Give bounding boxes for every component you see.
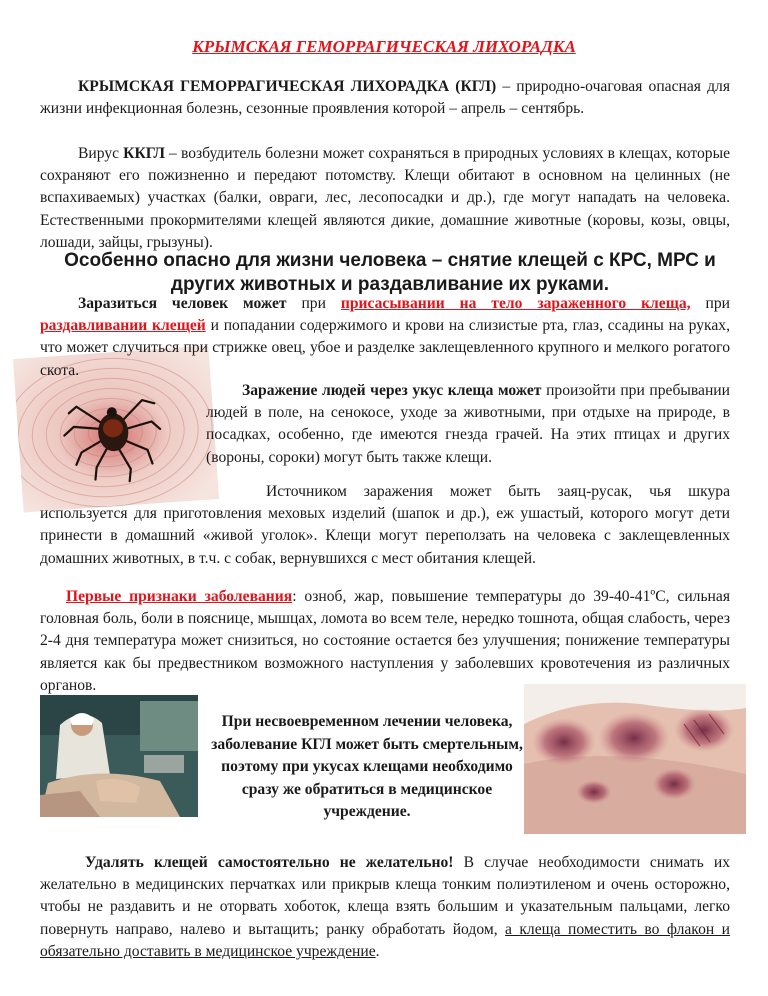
warning-text: При несвоевременном лечении человека, заболевание КГЛ может быть смертельным, поэтому при укусах клещами необходимо сразу же обратиться в медицинское учреждение.	[211, 713, 523, 820]
source-paragraph	[40, 481, 730, 570]
virus-pre: Вирус	[78, 145, 124, 162]
source-text: Источником заражения может быть заяц-русак, чья шкура используется для приготовления меховых изделий (шапок и др.), еж ушастый, которого могут дети принести в домашний «живой уголок». Клещи могут переползать на человека с заклещевленных домашних животных, в т.ч. с собак, вернувшихся с мест обитания клещей.	[40, 483, 730, 567]
removal-underlined: а клеща поместить во флакон и обязательно доставить в медицинское учреждение	[40, 920, 730, 960]
virus-abbr: ККГЛ	[123, 145, 165, 162]
bite-lead: Заражение людей через укус клеща может	[242, 382, 542, 399]
hospital-photo	[40, 695, 198, 817]
infection-text-1: при	[286, 295, 341, 312]
infection-lead: Заразиться человек может	[78, 295, 287, 312]
symptoms-highlight: Первые признаки заболевания	[66, 588, 293, 605]
bite-text: произойти при пребывании людей в поле, на сенокосе, уходе за животными, при отдыхе на природе, в посадках, особенно, где имеются гнезда грачей. На этих птицах и других (вороны, сороки) могут быть также клещи.	[206, 382, 730, 466]
intro-paragraph	[40, 76, 730, 120]
danger-heading: Особенно опасно для жизни человека – снятие клещей с КРС, МРС и других животных и раздавливание их руками.	[64, 250, 716, 295]
infection-text-3: и попадании содержимого и крови на слизистые рта, глаз, ссадины на руках, что может случиться при стрижке овец, убое и разделке заклещевленного крупного и мелкого рогатого скота.	[40, 317, 730, 379]
intro-text: – природно-очаговая опасная для жизни инфекционная болезнь, сезонные проявления которой – апрель – сентябрь.	[40, 78, 730, 118]
removal-lead: Удалять клещей самостоятельно не желательно!	[85, 854, 454, 871]
infection-highlight-2: раздавливании клещей	[40, 317, 206, 335]
symptoms-text: : озноб, жар, повышение температуры до 39-40-41ºС, сильная головная боль, боли в пояснице, мышцах, ломота во всем теле, нередко тошнота, общая слабость, через 2-4 дня температура может снизиться, но состояние остается без улучшения; понижение температуры является как бы предвестником возможного наступления у заболевших кровотечения из различных органов.	[40, 588, 730, 694]
infection-paragraph	[40, 293, 730, 383]
virus-paragraph	[40, 143, 730, 254]
symptoms-paragraph	[40, 586, 730, 697]
document-title: КРЫМСКАЯ ГЕМОРРАГИЧЕСКАЯ ЛИХОРАДКА	[192, 37, 576, 56]
virus-text: – возбудитель болезни может сохраняться в природных условиях в клещах, которые сохраняют его пожизненно и передают потомству. Клещи обитают в основном на целинных (не вспахиваемых) участках (балки, овраги, лес, лесопосадки и др.), где могут нападать на человека. Естественными прокормителями клещей являются дикие, домашние животные (коровы, козы, овцы, лошади, зайцы, грызуны).	[40, 145, 730, 251]
removal-end: .	[375, 942, 380, 960]
intro-lead: КРЫМСКАЯ ГЕМОРРАГИЧЕСКАЯ ЛИХОРАДКА (КГЛ)	[78, 78, 497, 95]
removal-text: В случае необходимости снимать их желательно в медицинских перчатках или прикрыв клеща тонким полиэтиленом и очень осторожно, чтобы не раздавить и не оторвать хоботок, клеща взять большим и указательным пальцами, легко повернуть направо, налево и вытащить; ранку обработать йодом,	[40, 854, 730, 938]
removal-paragraph	[40, 852, 730, 963]
infection-highlight-1: присасывании на тело зараженного клеща,	[340, 295, 691, 312]
bite-paragraph	[206, 380, 730, 469]
bruise-photo	[524, 684, 746, 834]
infection-text-2: при	[690, 295, 730, 312]
